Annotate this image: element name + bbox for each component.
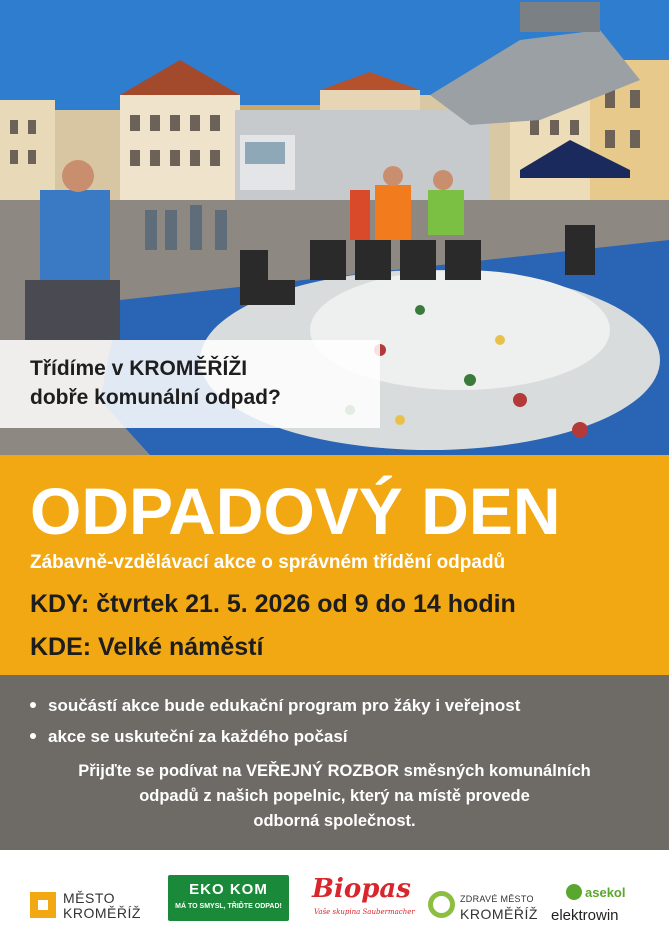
zdrave-mesto-line-1: ZDRAVÉ MĚSTO [460,894,534,904]
bullet-dot-icon [30,733,36,739]
question-line-1: Třídíme v KROMĚŘÍŽI [30,357,248,380]
details-list [30,690,520,752]
elektrowin-logo: elektrowin [551,907,619,924]
event-when: KDY: čtvrtek 21. 5. 2026 od 9 do 14 hodin [30,590,516,618]
bullet-dot-icon [30,702,36,708]
event-subtitle: Zábavně-vzdělávací akce o správném třídění odpadů [30,552,506,573]
info-line: odborná společnost. [253,812,416,830]
question-line-2: dobře komunální odpad? [30,386,281,409]
info-line: Přijďte se podívat na VEŘEJNÝ ROZBOR směsných komunálních [78,762,591,780]
zdrave-mesto-line-2: KROMĚŘÍŽ [460,906,538,922]
info-paragraph [0,759,669,834]
biopas-logo: Biopas [312,874,411,904]
asekol-logo: asekol [585,885,626,900]
list-item [30,721,520,752]
biopas-logo-slogan: Vaše skupina Saubermacher [314,908,415,916]
ekokom-logo-name: EKO KOM [189,881,268,898]
event-title: ODPADOVÝ DEN [30,474,561,548]
partner-logos [0,850,669,948]
bullet-text: akce se uskuteční za každého počasí [48,727,348,746]
asekol-logo-icon [566,884,582,900]
bullet-text: součástí akce bude edukační program pro žáky i veřejnost [48,696,521,715]
list-item [30,690,520,721]
event-where: KDE: Velké náměstí [30,633,264,661]
mesto-logo-line-1: MĚSTO [63,890,116,906]
ekokom-logo-slogan: MÁ TO SMYSL, TŘIĎTE ODPAD! [175,903,282,910]
mesto-kromeriz-logo-icon [30,892,56,918]
question-box [0,340,380,428]
info-line: odpadů z našich popelnic, který na místě provede [139,787,530,805]
hero-photo [0,0,669,455]
mesto-logo-line-2: KROMĚŘÍŽ [63,905,141,921]
zdrave-mesto-logo-icon [428,891,455,918]
ekokom-logo [168,875,289,921]
